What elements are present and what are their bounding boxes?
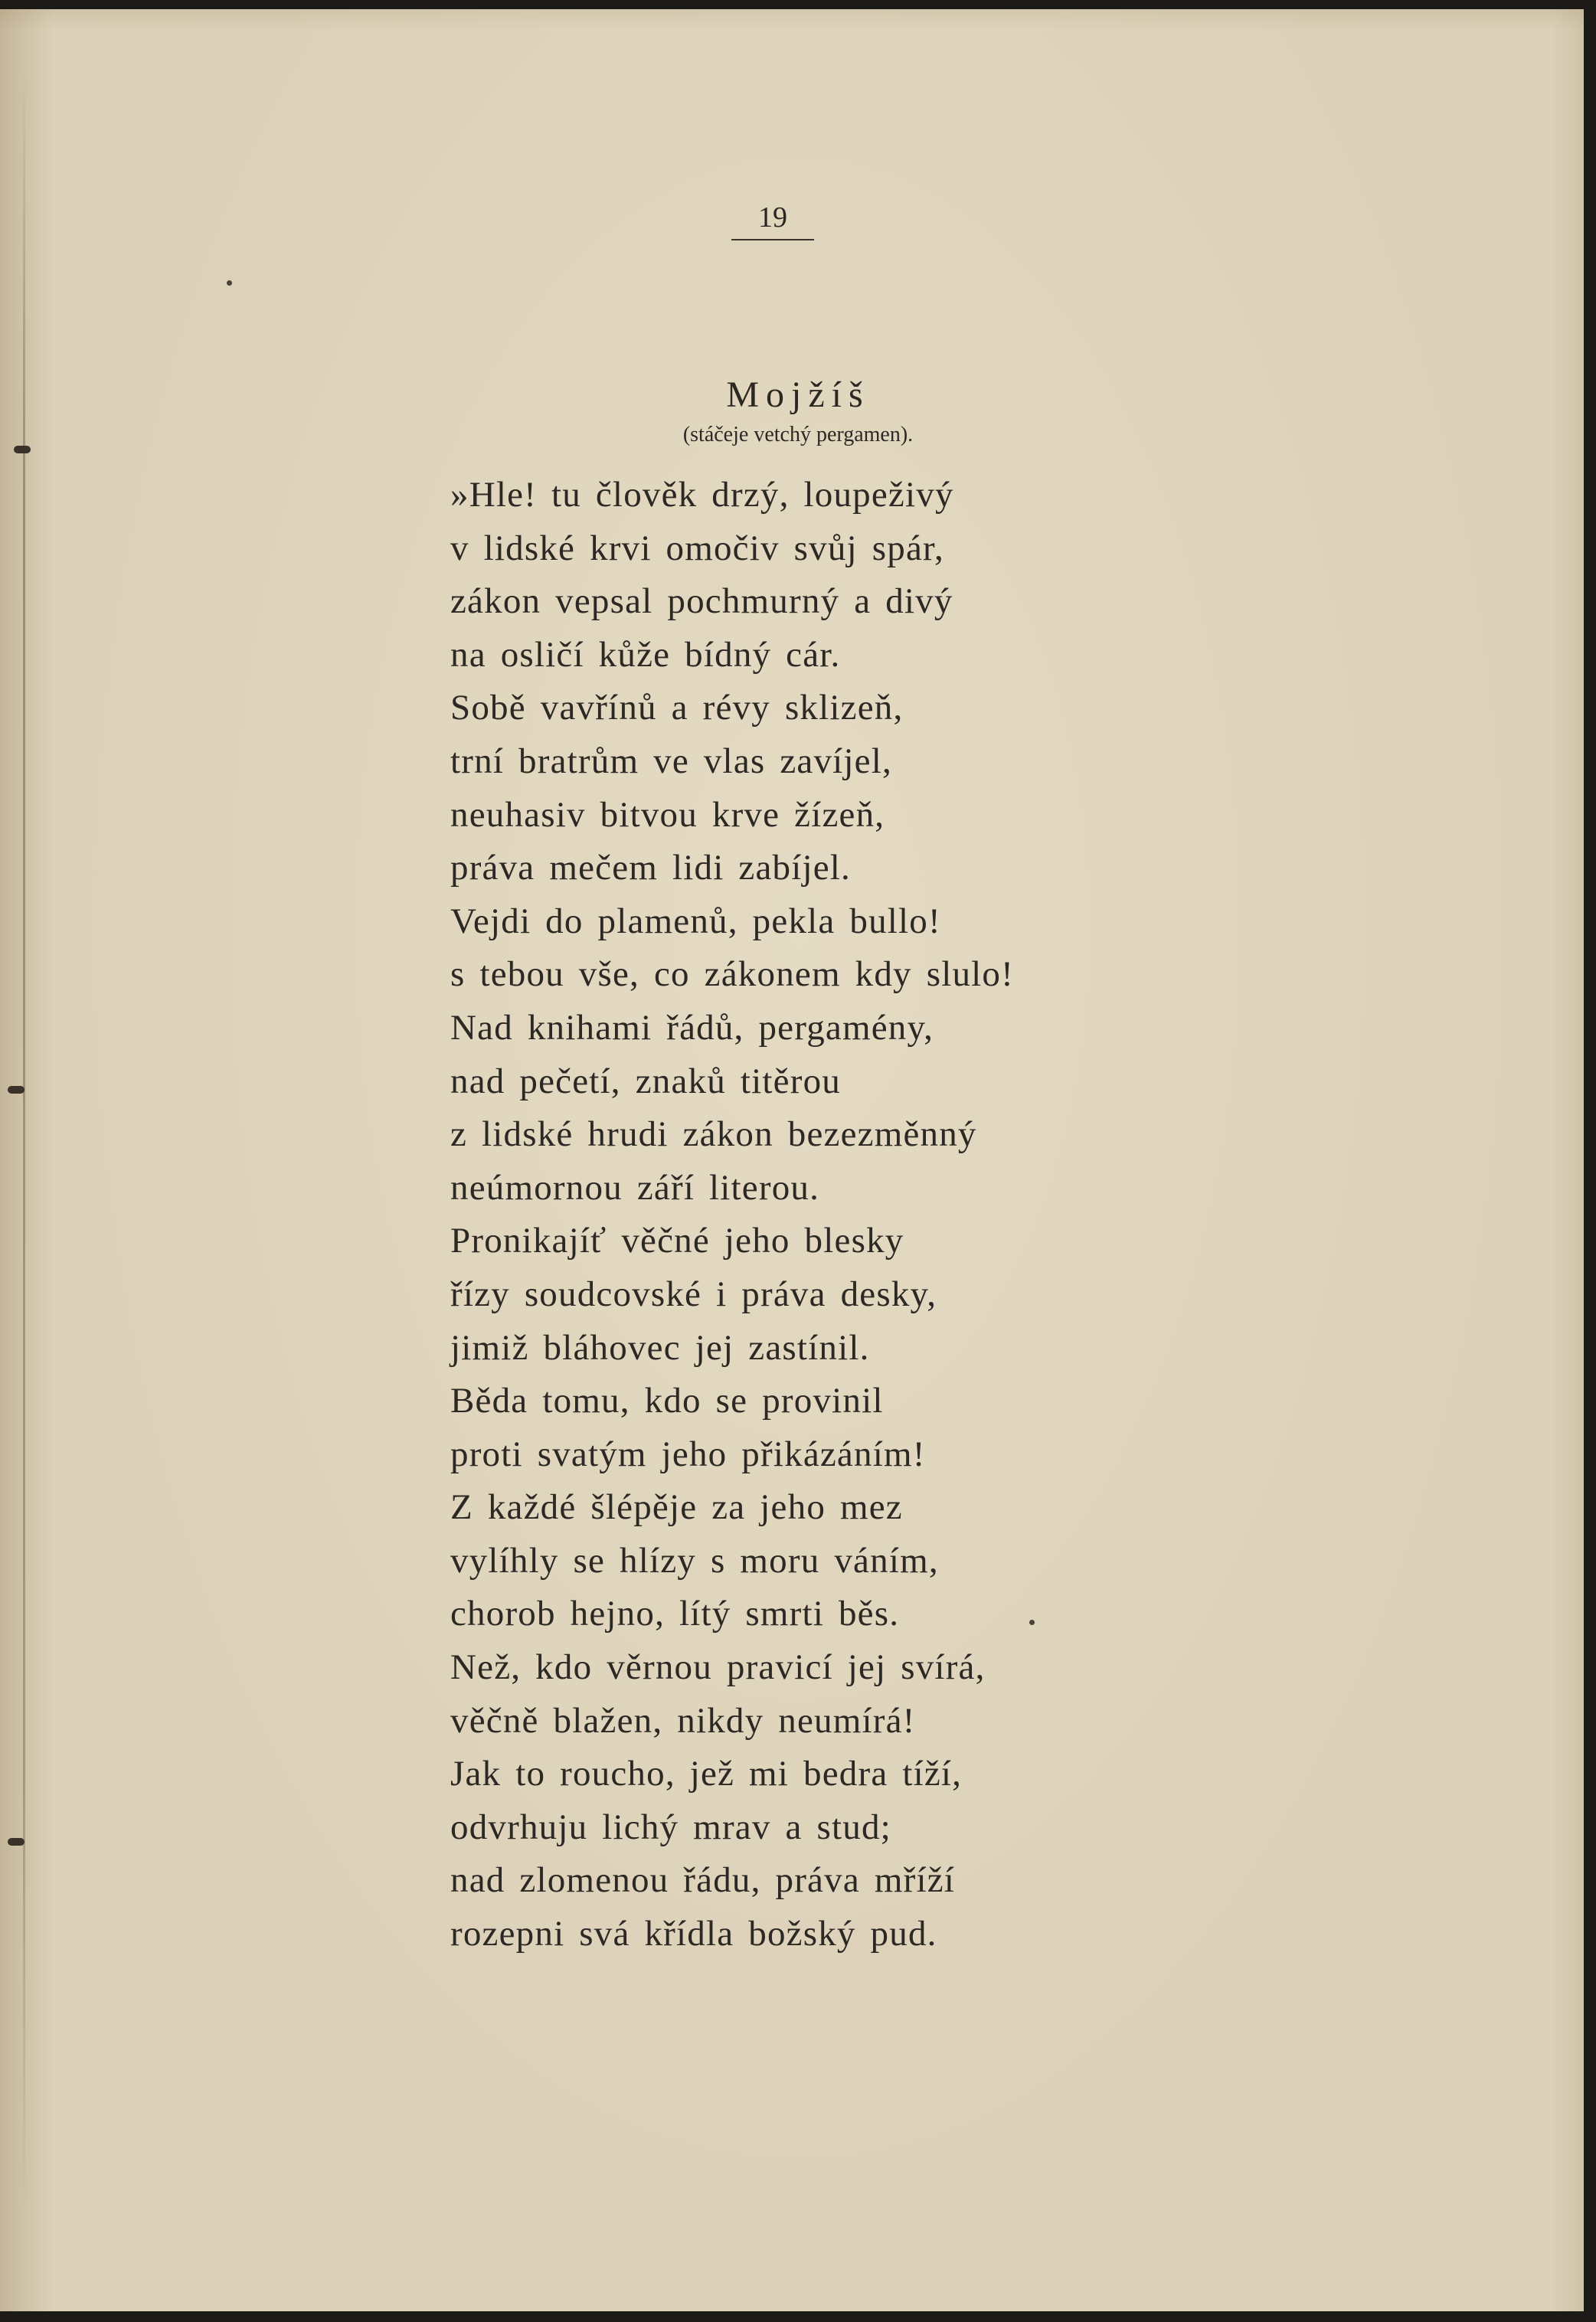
paper-speck [227,280,232,286]
poem-line: nad zlomenou řádu, práva mříží [450,1860,956,1901]
poem-title: Mojžíš [726,374,870,415]
poem-line: Nad knihami řádů, pergamény, [450,1007,934,1048]
scan-edge-top [0,0,1596,9]
poem-line: proti svatým jeho přikázáním! [450,1434,926,1474]
poem-line: odvrhuju lichý mrav a stud; [450,1807,891,1847]
poem-line: rozepni svá křídla božský pud. [450,1914,937,1954]
poem-line: neuhasiv bitvou krve žízeň, [450,794,885,835]
poem-line: v lidské krvi omočiv svůj spár, [450,528,944,568]
poem-line: jimiž bláhovec jej zastínil. [450,1327,870,1368]
binding-thread-mark [8,1086,25,1094]
poem-line: s tebou vše, co zákonem kdy slulo! [450,954,1014,995]
scan-edge-right [1584,0,1596,2322]
poem-line: nad pečetí, znaků titěrou [450,1061,841,1101]
poem-line: Vejdi do plamenů, pekla bullo! [450,901,941,941]
poem-line: Běda tomu, kdo se provinil [450,1381,884,1421]
poem-line: neúmornou září literou. [450,1167,820,1208]
binding-thread-mark [8,1838,25,1846]
poem-line: Pronikajíť věčné jeho blesky [450,1221,904,1261]
poem-line: práva mečem lidi zabíjel. [450,848,852,888]
scan-edge-bottom [0,2311,1596,2322]
poem-line: na osličí kůže bídný cár. [450,634,841,675]
poem-line: trní bratrům ve vlas zavíjel, [450,741,892,781]
poem-line: vylíhly se hlízy s moru váním, [450,1540,939,1581]
poem-line: řízy soudcovské i práva desky, [450,1274,937,1314]
poem-line: zákon vepsal pochmurný a divý [450,581,953,622]
paper-speck [1029,1620,1035,1625]
page-number: 19 [731,201,814,240]
poem-line: chorob hejno, lítý smrti běs. [450,1594,900,1634]
poem-line: »Hle! tu člověk drzý, loupeživý [450,475,954,515]
poem-line: Než, kdo věrnou pravicí jej svírá, [450,1647,986,1688]
poem-text [450,469,1014,1961]
poem-line: Jak to roucho, jež mi bedra tíží, [450,1754,963,1794]
poem-line: Z každé šlépěje za jeho mez [450,1487,903,1528]
poem-line: Sobě vavřínů a révy sklizeň, [450,688,904,728]
stage-direction: (stáčeje vetchý pergamen). [682,423,914,446]
poem-line: z lidské hrudi zákon bezezměnný [450,1114,977,1155]
poem-line: věčně blažen, nikdy neumírá! [450,1700,916,1741]
